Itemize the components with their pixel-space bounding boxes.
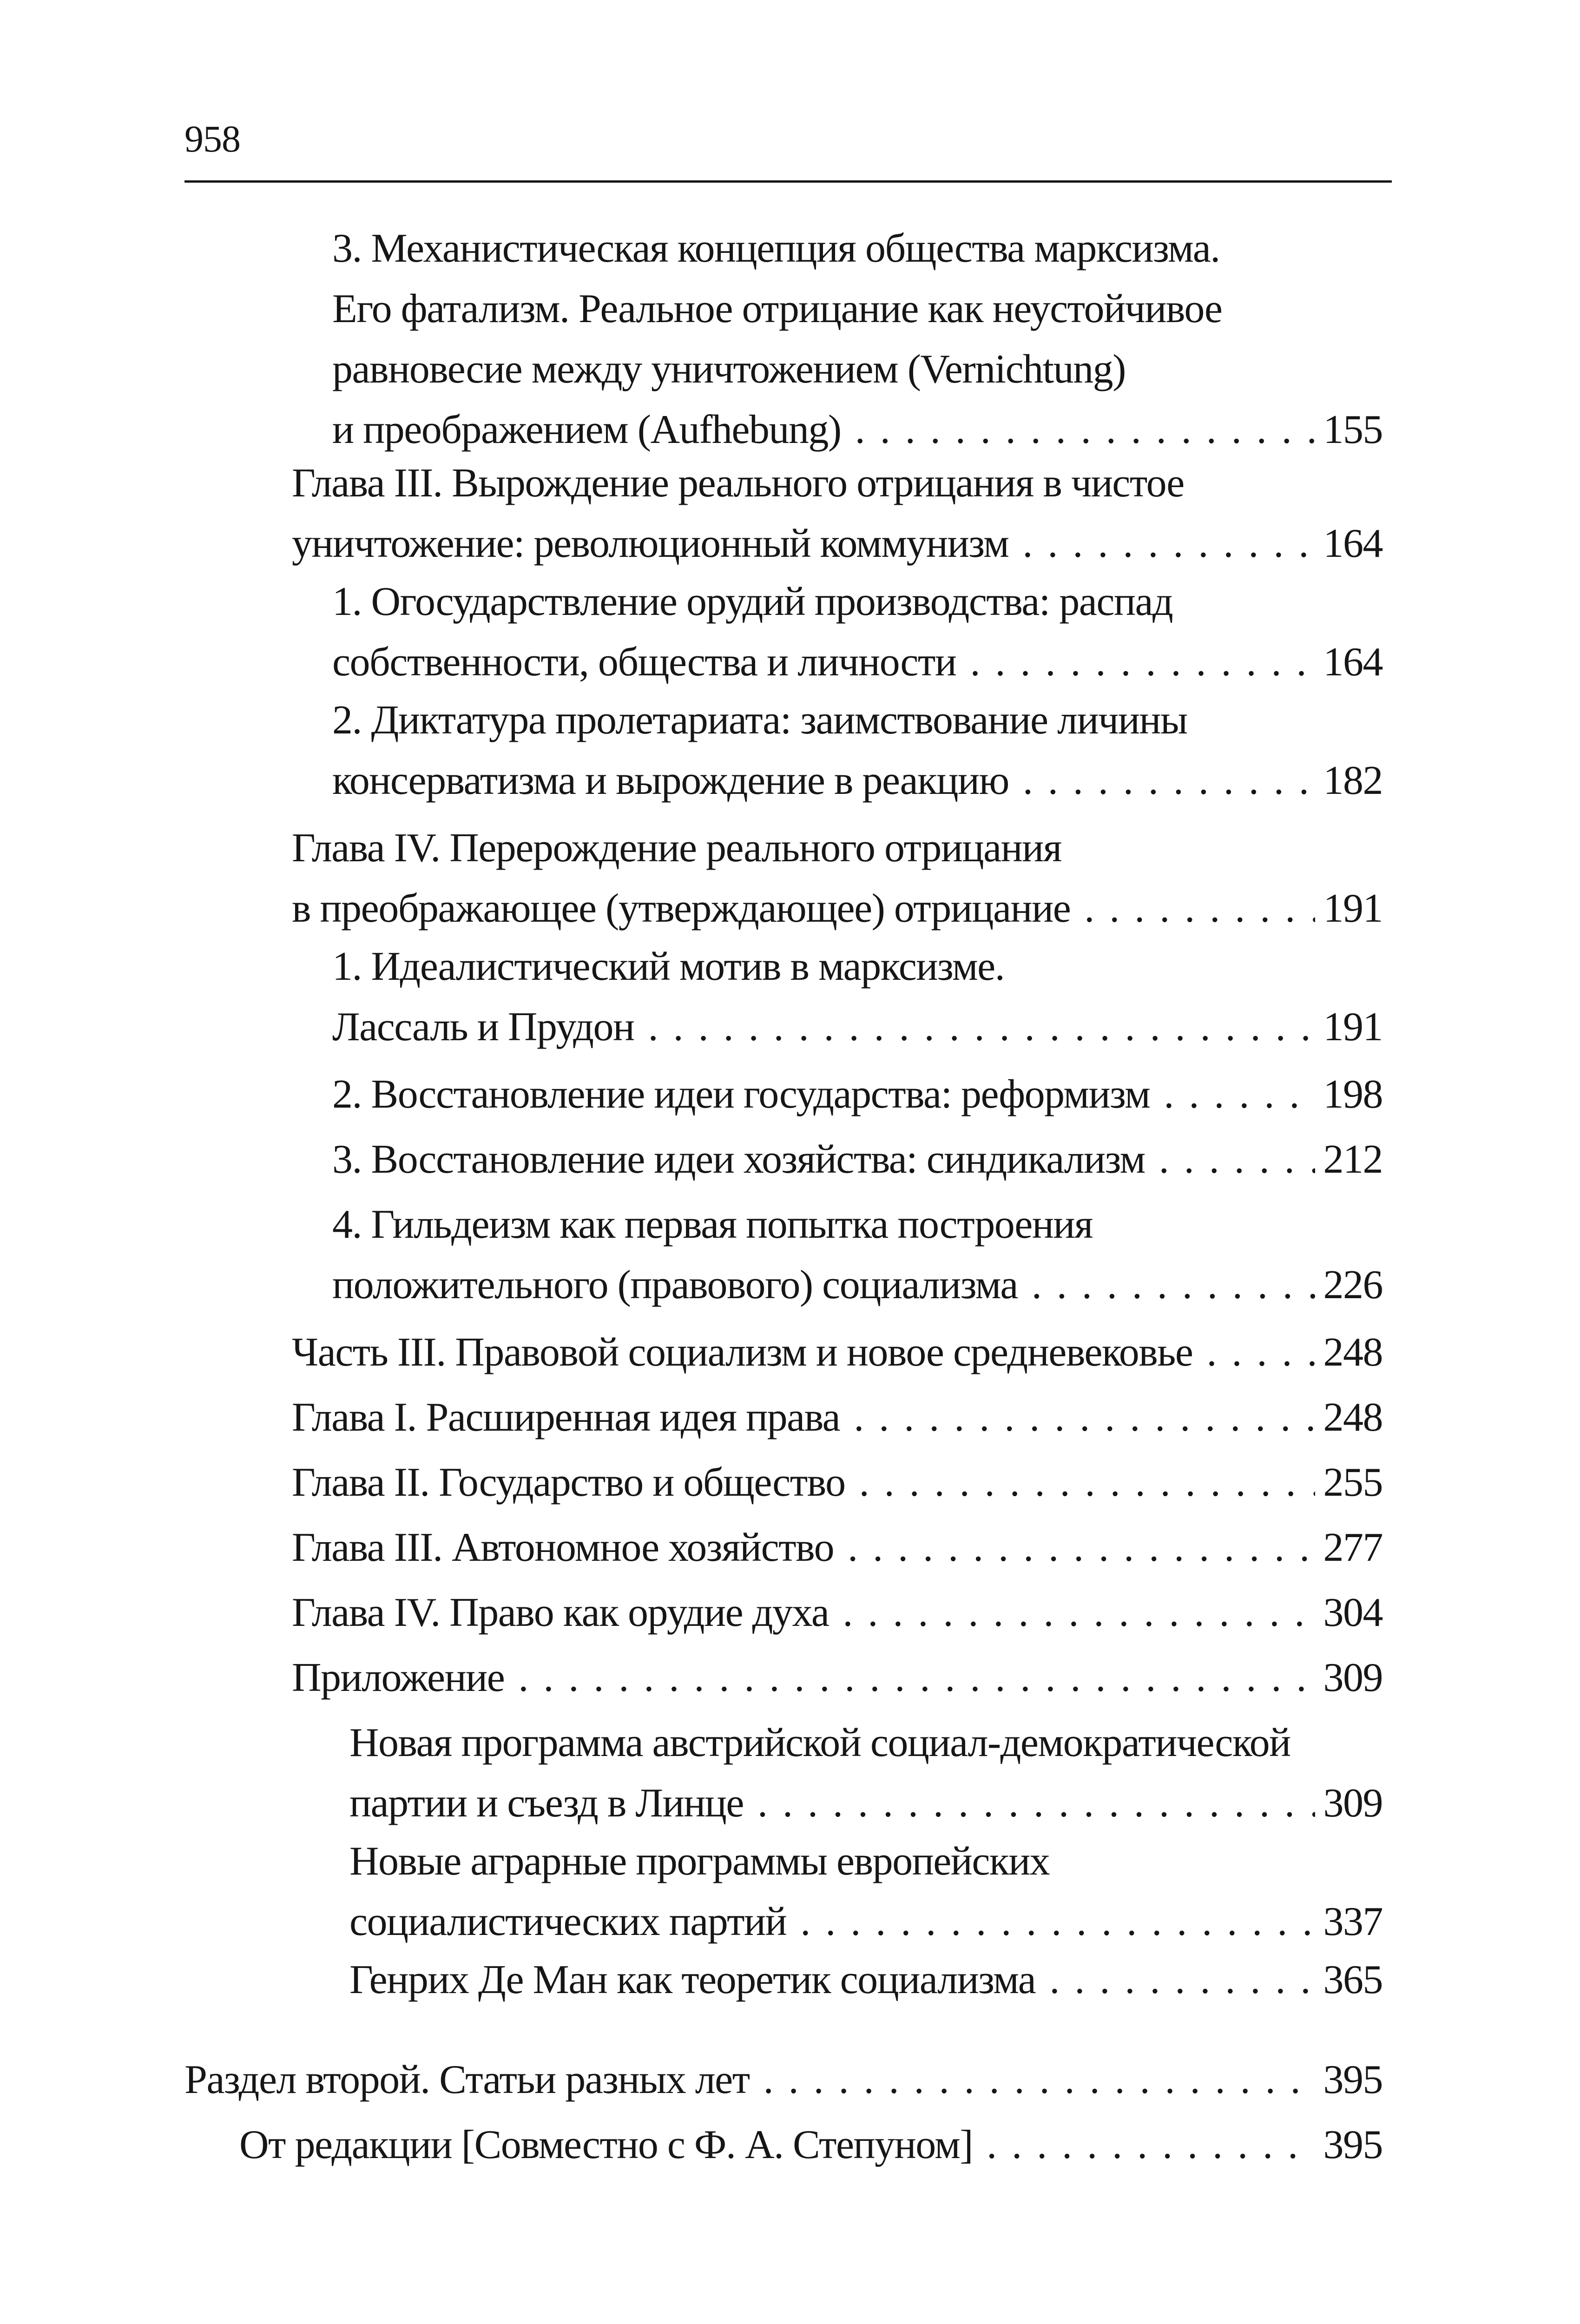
toc-entry — [292, 1587, 1382, 1648]
toc-entry-title-line: в преображающее (утверждающее) отрицание — [292, 886, 1071, 931]
toc-entry — [292, 1392, 1382, 1452]
dot-leader — [800, 1896, 1315, 1948]
toc-page-number: 248 — [1323, 1330, 1382, 1375]
toc-entry-title-line: Новая программа австрийской социал-демократической — [349, 1720, 1290, 1765]
toc-page-number: 212 — [1323, 1137, 1382, 1182]
toc-entry — [349, 1717, 1382, 1838]
toc-entry-title-line: От редакции [Совместно с Ф. А. Степуном] — [239, 2122, 973, 2167]
toc-entry-title-line: партии и съезд в Линце — [349, 1781, 744, 1826]
toc-entry-title-line: 3. Восстановление идеи хозяйства: синдикализм — [332, 1137, 1145, 1182]
toc-entry-title-line: собственности, общества и личности — [332, 640, 956, 685]
toc-entry-title-line: Глава III. Автономное хозяйство — [292, 1525, 834, 1570]
toc-entry-title-line: 2. Восстановление идеи государства: реформизм — [332, 1072, 1150, 1117]
dot-leader — [757, 1778, 1315, 1829]
dot-leader — [987, 2119, 1315, 2171]
toc-page-number: 304 — [1323, 1590, 1382, 1635]
toc-page-number: 198 — [1323, 1072, 1382, 1117]
toc-entry-title-line: уничтожение: революционный коммунизм — [292, 521, 1009, 566]
dot-leader — [1049, 1954, 1315, 2006]
dot-leader — [764, 2054, 1315, 2106]
toc-page-number: 226 — [1323, 1262, 1382, 1307]
toc-entry-title-line: социалистических партий — [349, 1899, 787, 1944]
dot-leader — [854, 1392, 1315, 1443]
toc-page-number: 191 — [1323, 1004, 1382, 1050]
toc-entry-title-line: Глава IV. Право как орудие духа — [292, 1590, 829, 1635]
dot-leader — [855, 404, 1315, 456]
toc-entry-title-line: Часть III. Правовой социализм и новое средневековье — [292, 1330, 1193, 1375]
toc-entry-title-line: Глава II. Государство и общество — [292, 1460, 845, 1505]
dot-leader — [648, 1002, 1315, 1053]
toc-entry — [292, 1457, 1382, 1518]
toc-page-number: 248 — [1323, 1395, 1382, 1440]
toc-entry — [184, 2054, 1382, 2115]
toc-entry — [292, 1327, 1382, 1387]
toc-page-number: 337 — [1323, 1899, 1382, 1944]
toc-entry-title-line: 2. Диктатура пролетариата: заимствование личины — [332, 698, 1187, 743]
toc-entry-title-line: и преображением (Aufhebung) — [332, 407, 841, 452]
toc-entry — [332, 1069, 1382, 1129]
toc-page-number: 309 — [1323, 1781, 1382, 1826]
dot-leader — [843, 1587, 1315, 1638]
dot-leader — [859, 1457, 1315, 1508]
dot-leader — [848, 1522, 1315, 1573]
toc-entry-title-line: положительного (правового) социализма — [332, 1262, 1018, 1307]
toc-entry — [239, 2119, 1382, 2180]
toc-entry — [292, 458, 1382, 579]
toc-page-number: 182 — [1323, 758, 1382, 803]
toc-entry-title-line: Раздел второй. Статьи разных лет — [184, 2057, 750, 2102]
toc-page-number: 155 — [1323, 407, 1382, 452]
toc-entry-title-line: равновесие между уничтожением (Vernichtung) — [332, 347, 1126, 392]
toc-page-number: 191 — [1323, 886, 1382, 931]
toc-page-number: 255 — [1323, 1460, 1382, 1505]
dot-leader — [1084, 883, 1315, 934]
dot-leader — [1023, 755, 1315, 806]
toc-entry — [292, 1522, 1382, 1583]
toc-page-number: 164 — [1323, 521, 1382, 566]
toc-entry — [332, 576, 1382, 697]
toc-page-number: 365 — [1323, 1957, 1382, 2002]
dot-leader — [1159, 1134, 1315, 1185]
toc-entry — [332, 695, 1382, 816]
toc-entry-title-line: Глава I. Расширенная идея права — [292, 1395, 840, 1440]
dot-leader — [970, 637, 1315, 688]
dot-leader — [1164, 1069, 1315, 1120]
toc-entry-title-line: Приложение — [292, 1655, 505, 1700]
toc-page-number: 277 — [1323, 1525, 1382, 1570]
page-number: 958 — [184, 118, 240, 160]
toc-entry-title-line: 1. Огосударствление орудий производства: распад — [332, 579, 1173, 624]
toc-entry-title-line: Генрих Де Ман как теоретик социализма — [349, 1957, 1036, 2002]
toc-entry-title-line: 1. Идеалистический мотив в марксизме. — [332, 944, 1005, 989]
toc-entry-title-line: 3. Механистическая концепция общества марксизма. — [332, 226, 1220, 271]
toc-entry-title-line: Новые аграрные программы европейских — [349, 1839, 1050, 1884]
toc-page-number: 164 — [1323, 640, 1382, 685]
toc-entry-title-line: Лассаль и Прудон — [332, 1004, 634, 1050]
toc-entry-title-line: Его фатализм. Реальное отрицание как неустойчивое — [332, 286, 1222, 331]
toc-entry-title-line: консерватизма и вырождение в реакцию — [332, 758, 1009, 803]
toc-entry — [292, 1652, 1382, 1713]
toc-entry-title-line: 4. Гильдеизм как первая попытка построения — [332, 1202, 1093, 1247]
toc-entry — [332, 1199, 1382, 1320]
toc-entry — [349, 1954, 1382, 2015]
toc-page-number: 395 — [1323, 2122, 1382, 2167]
toc-entry — [349, 1836, 1382, 1957]
toc-entry — [332, 223, 1382, 465]
dot-leader — [1206, 1327, 1315, 1378]
toc-page-number: 309 — [1323, 1655, 1382, 1700]
toc-entry — [292, 823, 1382, 944]
dot-leader — [1022, 518, 1315, 569]
dot-leader — [1032, 1260, 1315, 1311]
toc-entry — [332, 941, 1382, 1062]
dot-leader — [518, 1652, 1315, 1703]
toc-entry-title-line: Глава III. Вырождение реального отрицания в чистое — [292, 461, 1184, 506]
toc-page-number: 395 — [1323, 2057, 1382, 2102]
toc-entry-title-line: Глава IV. Перерождение реального отрицания — [292, 825, 1061, 871]
toc-entry — [332, 1134, 1382, 1195]
